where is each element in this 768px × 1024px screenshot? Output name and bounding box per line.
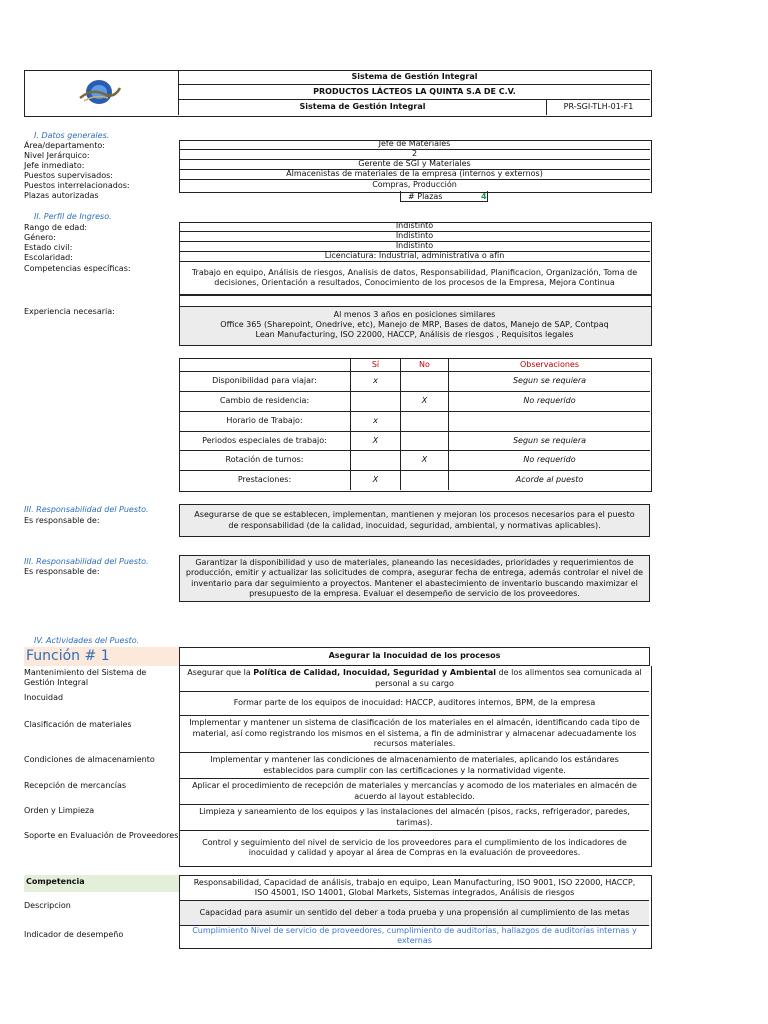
field-value: Indistinto <box>179 242 650 252</box>
funcion-title: Asegurar la Inocuidad de los procesos <box>179 647 650 666</box>
field-label: Género: <box>24 233 56 242</box>
field-value: Licenciatura: Industrial, administrativa o afín <box>179 252 650 262</box>
field-value: 2 <box>179 150 650 160</box>
condition-label: Prestaciones: <box>237 475 292 485</box>
condition-label: Rotación de turnos: <box>179 451 350 471</box>
activity-label: Mantenimiento del Sistema de Gestión Integral <box>24 668 147 688</box>
condition-obs: Segun se requiera <box>449 372 650 392</box>
activity-text: Aplicar el procedimiento de recepción de materiales y mercancías y acomodo de los materiales en almacén de acuerdo al layout establecido. <box>180 779 649 805</box>
field-value: Indistinto <box>179 222 650 232</box>
resp1-label: Es responsable de: <box>24 516 100 525</box>
condition-no <box>401 372 448 392</box>
indicador-label: Indicador de desempeño <box>24 930 124 939</box>
act1-pre: Asegurar que la <box>187 668 254 678</box>
field-value: Almacenistas de materiales de la empresa (internos y externos) <box>179 170 650 180</box>
activity-label: Inocuidad <box>24 693 64 702</box>
header-title: Sistema de Gestión Integral <box>179 70 650 85</box>
experiencia-line: Office 365 (Sharepoint, Onedrive, etc), Manejo de MRP, Bases de datos, Manejo de SAP, Contpaq <box>220 319 609 329</box>
company-logo-icon <box>74 74 124 108</box>
condition-si <box>351 392 400 412</box>
header-code: PR-SGI-TLH-01-F1 <box>563 102 634 112</box>
condition-no <box>401 471 448 490</box>
activity-label: Orden y Limpieza <box>24 806 95 815</box>
activity-label: Condiciones de almacenamiento <box>24 755 155 764</box>
condition-label: Periodos especiales de trabajo: <box>179 432 350 451</box>
activity-label: Soporte en Evaluación de Proveedores <box>24 831 179 840</box>
condition-no <box>401 432 448 451</box>
field-label: Nivel Jerárquico: <box>24 151 90 160</box>
funcion-label: Función # 1 <box>24 647 179 666</box>
descripcion-label: Descripcion <box>24 901 71 910</box>
field-label: Rango de edad: <box>24 223 88 232</box>
field-label: Puestos supervisados: <box>24 171 113 180</box>
col-header-obs: Observaciones <box>519 359 580 369</box>
condition-si: x <box>351 412 400 432</box>
act1-post: de los alimentos sea comunicada al personal a su cargo <box>375 668 642 688</box>
condition-no: X <box>401 451 448 471</box>
field-label: Jefe inmediato: <box>24 161 85 170</box>
condition-si <box>351 451 400 471</box>
condition-label: Disponibilidad para viajar: <box>179 372 350 392</box>
condition-obs: No requerido <box>449 392 650 412</box>
field-label: Escolaridad: <box>24 253 73 262</box>
condition-si: X <box>372 475 379 485</box>
field-value: Jefe de Materiales <box>179 140 650 150</box>
condition-no <box>401 412 448 432</box>
resp2-text: Garantizar la disponibilidad y uso de materiales, planeando las necesidades, prioridades y requerimientos de producción, emitir y actualizar las solicitudes de compra, asegurar fecha de entrega, además controlar el nivel de inventario para dar seguimiento a proyectos. Mantener el abastecimiento de inventario buscando maximizar el presupuesto de la empresa. Evaluar el desempeño de servicio de los proveedores. <box>179 555 650 602</box>
activity-text-prefix <box>184 668 645 689</box>
activity-label: Recepción de mercancías <box>24 781 127 790</box>
activity-text <box>180 666 649 692</box>
descripcion-value: Capacidad para asumir un sentido del deber a toda prueba y una propensión al cumplimiento de las metas <box>180 901 649 926</box>
header-subtitle: Sistema de Gestión Integral <box>179 100 547 115</box>
col-header-no: No <box>419 359 430 369</box>
resp2-title: III. Responsabilidad del Puesto. <box>24 557 149 566</box>
competencias-value: Trabajo en equipo, Análisis de riesgos, Analisis de datos, Responsabilidad, Planificacion, Organización, Toma de decisiones, Orientación a resultados, Conocimiento de los procesos de la Empresa, Mejora Continua <box>191 267 638 287</box>
condition-obs <box>449 412 650 432</box>
field-value: Compras, Producción <box>372 179 457 189</box>
resp2-label: Es responsable de: <box>24 567 100 576</box>
activity-text: Formar parte de los equipos de inocuidad: HACCP, auditores internos, BPM, de la empresa <box>180 692 649 716</box>
experiencia-line: Lean Manufacturing, ISO 22000, HACCP, Análisis de riesgos , Requisitos legales <box>255 329 574 339</box>
condition-obs: No requerido <box>449 451 650 471</box>
activity-text: Implementar y mantener las condiciones de almacenamiento de materiales, aplicando los estándares establecidos para cumplir con las certificaciones y la normatividad vigente. <box>180 753 649 779</box>
competencias-label: Competencias específicas: <box>24 264 131 273</box>
condition-si: x <box>351 372 400 392</box>
condition-obs: Segun se requiera <box>449 432 650 451</box>
condition-no: X <box>401 392 448 412</box>
resp1-title: III. Responsabilidad del Puesto. <box>24 505 149 514</box>
field-label: Área/departamento: <box>24 141 105 150</box>
field-label: Puestos interrelacionados: <box>24 181 130 190</box>
act1-bold: Política de Calidad, Inocuidad, Seguridad y Ambiental <box>253 668 497 678</box>
activity-text: Limpieza y saneamiento de los equipos y las instalaciones del almacén (pisos, racks, refrigerador, paredes, tarimas). <box>180 805 649 831</box>
condition-obs: Acorde al puesto <box>515 475 584 485</box>
plazas-value: 4 <box>481 192 487 201</box>
activity-text: Implementar y mantener un sistema de clasificación de los materiales en el almacén, identificando cada tipo de material, así como registrando los mismos en el sistema, a fin de administrar y almacenar adecuadamente los recursos materiales. <box>180 716 649 753</box>
condition-si: X <box>351 432 400 451</box>
plazas-label: Plazas autorizadas <box>24 191 99 200</box>
experiencia-label: Experiencia necesaria: <box>24 307 115 316</box>
field-label: Estado civil: <box>24 243 73 252</box>
experiencia-line: Al menos 3 años en posiciones similares <box>333 309 496 319</box>
condition-label: Cambio de residencia: <box>179 392 350 412</box>
competencia-value: Responsabilidad, Capacidad de análisis, trabajo en equipo, Lean Manufacturing, ISO 9001, ISO 22000, HACCP, ISO 45001, ISO 14001, Global Markets, Sistemas integrados, Análisis de riesgos <box>180 876 649 901</box>
col-header-si: Sí <box>371 359 380 369</box>
section1-title: I. Datos generales. <box>34 131 110 140</box>
condition-label: Horario de Trabajo: <box>179 412 350 432</box>
field-value: Gerente de SGI y Materiales <box>179 160 650 170</box>
indicador-value: Cumplimiento Nivel de servicio de proveedores, cumplimiento de auditorías, hallazgos de auditorías internas y externas <box>192 925 637 945</box>
competencia-label: Competencia <box>24 875 179 892</box>
section4-title: IV. Actividades del Puesto. <box>34 636 140 645</box>
field-value: Indistinto <box>179 232 650 242</box>
plazas-key: # Plazas <box>408 192 443 201</box>
header-company: PRODUCTOS LÁCTEOS LA QUINTA S.A DE C.V. <box>179 85 650 100</box>
section2-title: II. Perfil de Ingreso. <box>34 212 112 221</box>
activity-text: Control y seguimiento del nivel de servicio de los proveedores para el cumplimiento de los indicadores de inocuidad y calidad y apoyar al área de Compras en la evaluación de proveedores. <box>202 837 627 857</box>
activity-label: Clasificación de materiales <box>24 720 132 729</box>
resp1-text: Asegurarse de que se establecen, implementan, mantienen y mejoran los procesos necesarios para el puesto de responsabilidad (de la calidad, inocuidad, seguridad, ambiental, y normativas aplicables). <box>179 504 650 537</box>
